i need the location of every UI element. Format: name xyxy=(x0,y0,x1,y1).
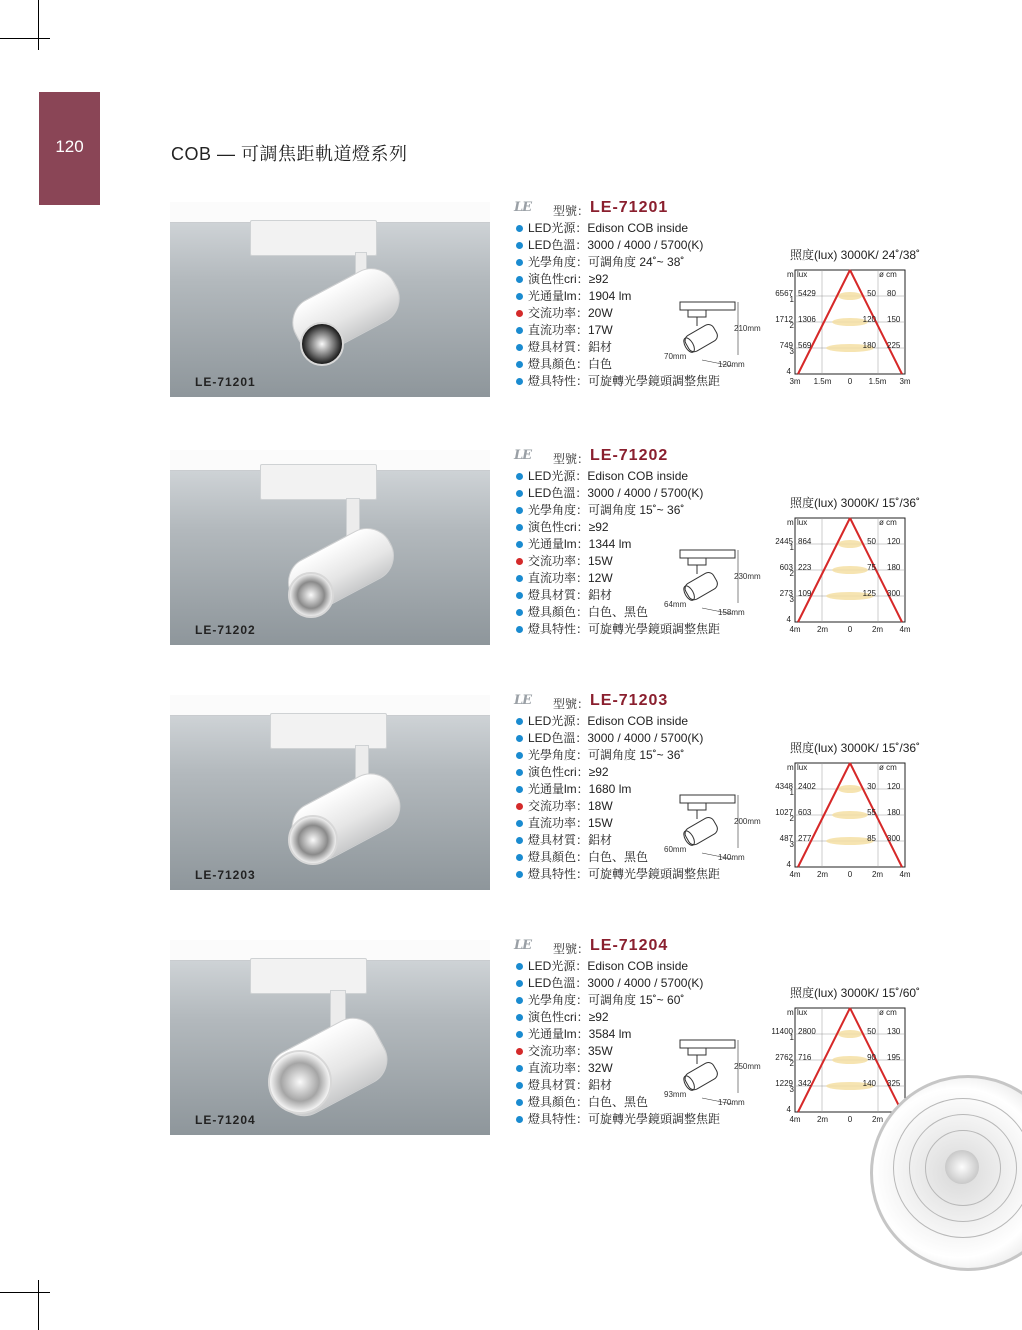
spec-text: LED色溫：3000 / 4000 / 5700(K) xyxy=(528,238,704,252)
x-tick-label: 2m xyxy=(816,1115,829,1124)
dot-icon xyxy=(516,871,523,878)
model-number: LE-71201 xyxy=(590,199,669,216)
y-tick-label: 3 xyxy=(789,347,794,356)
model-number: LE-71204 xyxy=(590,937,669,954)
product-photo xyxy=(170,940,490,1135)
le-logo-icon: LE xyxy=(514,448,532,463)
spec-text: 燈具顏色：白色、黑色 xyxy=(528,1095,649,1109)
dia-narrow-value: 140 xyxy=(862,1079,876,1088)
spec-feature xyxy=(512,1111,772,1128)
dot-icon xyxy=(516,786,523,793)
lamp-lens xyxy=(268,1050,332,1114)
dot-icon xyxy=(516,837,523,844)
dia-wide-value: 120 xyxy=(887,537,901,546)
lamp-lens xyxy=(288,572,334,618)
dot-icon xyxy=(516,820,523,827)
dot-icon xyxy=(516,310,523,317)
track-adapter xyxy=(270,713,387,749)
model-number: LE-71202 xyxy=(590,447,669,464)
dot-icon xyxy=(516,980,523,987)
dot-icon xyxy=(516,1065,523,1072)
lux-narrow-value: 2800 xyxy=(798,1027,816,1036)
lux-wide-value: 487 xyxy=(779,834,793,843)
dot-icon xyxy=(516,507,523,514)
dot-icon xyxy=(516,609,523,616)
spec-text: 演色性cri：≥92 xyxy=(528,520,609,534)
y-tick-label: 3 xyxy=(789,595,794,604)
dimension-width: 93mm xyxy=(664,1090,687,1099)
dia-wide-value: 180 xyxy=(887,808,901,817)
spec-text: 直流功率：12W xyxy=(528,571,613,585)
dot-icon xyxy=(516,854,523,861)
dia-wide-value: 195 xyxy=(887,1053,901,1062)
light-spot xyxy=(838,1030,862,1038)
spec-feature xyxy=(512,866,772,883)
lux-wide-value: 603 xyxy=(779,563,793,572)
dot-icon xyxy=(516,259,523,266)
model-number: LE-71203 xyxy=(590,692,669,709)
chart-title: 照度(lux) 3000K/ 24˚/38˚ xyxy=(790,248,921,262)
dia-wide-value: 130 xyxy=(887,1027,901,1036)
le-logo-icon: LE xyxy=(514,693,532,708)
spec-text: 交流功率：15W xyxy=(528,554,613,568)
dia-narrow-value: 50 xyxy=(867,289,876,298)
illuminance-diagram xyxy=(770,755,940,885)
dot-icon xyxy=(516,1082,523,1089)
dot-icon xyxy=(516,225,523,232)
dia-wide-value: 300 xyxy=(887,834,901,843)
le-logo-icon: LE xyxy=(514,200,532,215)
spec-feature xyxy=(512,621,772,638)
dot-icon xyxy=(516,1048,523,1055)
col-lux-label: lux xyxy=(797,518,808,527)
spec-text: LED色溫：3000 / 4000 / 5700(K) xyxy=(528,731,704,745)
dia-narrow-value: 30 xyxy=(867,782,876,791)
x-tick-label: 0 xyxy=(847,625,853,634)
dimension-width: 70mm xyxy=(664,352,687,361)
x-tick-label: 2m xyxy=(871,625,884,634)
spec-cri xyxy=(512,271,772,288)
lux-wide-value: 1027 xyxy=(775,808,793,817)
photo-caption: LE-71204 xyxy=(195,1113,256,1127)
x-tick-label: 3m xyxy=(899,377,911,386)
lux-wide-value: 1229 xyxy=(775,1079,793,1088)
x-tick-label: 2m xyxy=(871,870,884,879)
dia-wide-value: 120 xyxy=(887,782,901,791)
photo-caption: LE-71203 xyxy=(195,868,256,882)
spec-text: 直流功率：17W xyxy=(528,323,613,337)
spec-text: 光學角度：可調角度 24˚~ 38˚ xyxy=(528,255,685,269)
y-tick-label: 4 xyxy=(786,615,791,624)
lux-narrow-value: 342 xyxy=(798,1079,812,1088)
y-tick-label: 1 xyxy=(789,543,794,552)
spec-text: 燈具特性：可旋轉光學鏡頭調整焦距 xyxy=(528,374,721,388)
y-tick-label: 4 xyxy=(786,367,791,376)
spec-cct xyxy=(512,485,772,502)
dimension-height: 210mm xyxy=(734,324,761,333)
x-tick-label: 4m xyxy=(899,870,911,879)
dia-narrow-value: 180 xyxy=(862,341,876,350)
dot-icon xyxy=(516,490,523,497)
x-tick-label: 0 xyxy=(847,870,853,879)
dia-narrow-value: 50 xyxy=(867,1027,876,1036)
crop-mark xyxy=(38,0,39,50)
spec-angle xyxy=(512,747,772,764)
chart-title: 照度(lux) 3000K/ 15˚/36˚ xyxy=(790,496,921,510)
spec-text: 燈具顏色：白色 xyxy=(528,357,613,371)
chart-title: 照度(lux) 3000K/ 15˚/60˚ xyxy=(790,986,921,1000)
spec-text: 演色性cri：≥92 xyxy=(528,272,609,286)
dia-wide-value: 180 xyxy=(887,563,901,572)
spec-text: 燈具特性：可旋轉光學鏡頭調整焦距 xyxy=(528,622,721,636)
y-tick-label: m xyxy=(787,518,794,527)
spec-text: 光學角度：可調角度 15˚~ 60˚ xyxy=(528,993,685,1007)
x-tick-label: 4m xyxy=(789,1115,801,1124)
x-tick-label: 4m xyxy=(789,625,801,634)
dot-icon xyxy=(516,1116,523,1123)
lux-wide-value: 2445 xyxy=(775,537,793,546)
chart-title: 照度(lux) 3000K/ 15˚/36˚ xyxy=(790,741,921,755)
dot-icon xyxy=(516,626,523,633)
y-tick-label: 1 xyxy=(789,1033,794,1042)
product-photo xyxy=(170,450,490,645)
y-tick-label: 4 xyxy=(786,1105,791,1114)
dimension-height: 250mm xyxy=(734,1062,761,1071)
lux-narrow-value: 716 xyxy=(798,1053,812,1062)
dimension-drawing xyxy=(660,300,770,370)
spec-text: 燈具顏色：白色、黑色 xyxy=(528,850,649,864)
spec-source xyxy=(512,958,772,975)
dimension-drawing xyxy=(660,793,770,863)
dot-icon xyxy=(516,963,523,970)
dia-narrow-value: 125 xyxy=(862,589,876,598)
x-tick-label: 2m xyxy=(816,625,829,634)
col-lux-label: lux xyxy=(797,270,808,279)
spec-cct xyxy=(512,730,772,747)
dot-icon xyxy=(516,558,523,565)
dimension-length: 140mm xyxy=(718,853,745,862)
spec-text: 燈具特性：可旋轉光學鏡頭調整焦距 xyxy=(528,1112,721,1126)
model-line xyxy=(512,692,772,713)
spec-feature xyxy=(512,373,772,390)
x-tick-label: 1.5m xyxy=(868,377,887,386)
crop-mark xyxy=(38,1280,39,1330)
product-photo xyxy=(170,202,490,397)
spec-text: 燈具材質：鋁材 xyxy=(528,340,613,354)
spec-text: 光通量lm：1680 lm xyxy=(528,782,632,796)
illuminance-chart xyxy=(770,695,940,890)
dot-icon xyxy=(516,276,523,283)
x-tick-label: 2m xyxy=(816,870,829,879)
spec-cct xyxy=(512,237,772,254)
light-spot xyxy=(832,1056,868,1064)
lux-narrow-value: 569 xyxy=(798,341,812,350)
y-tick-label: 2 xyxy=(789,321,794,330)
lux-wide-value: 6567 xyxy=(775,289,793,298)
x-tick-label: 0 xyxy=(847,1115,853,1124)
lux-narrow-value: 603 xyxy=(798,808,812,817)
product-section xyxy=(0,692,1022,895)
lux-wide-value: 4348 xyxy=(775,782,793,791)
dot-icon xyxy=(516,378,523,385)
spec-text: LED光源：Edison COB inside xyxy=(528,714,689,728)
track-adapter xyxy=(250,220,377,256)
dia-narrow-value: 120 xyxy=(862,315,876,324)
dimension-drawing xyxy=(660,548,770,618)
lux-narrow-value: 109 xyxy=(798,589,812,598)
spec-text: 燈具材質：鋁材 xyxy=(528,1078,613,1092)
spec-text: 燈具材質：鋁材 xyxy=(528,833,613,847)
spec-angle xyxy=(512,502,772,519)
product-section xyxy=(0,937,1022,1140)
dia-wide-value: 80 xyxy=(887,289,896,298)
spec-cri xyxy=(512,1009,772,1026)
illuminance-chart xyxy=(770,202,940,397)
dot-icon xyxy=(516,327,523,334)
spec-text: 燈具顏色：白色、黑色 xyxy=(528,605,649,619)
col-lux-label: lux xyxy=(797,763,808,772)
spec-source xyxy=(512,220,772,237)
y-tick-label: 2 xyxy=(789,814,794,823)
col-dia-label: ø cm xyxy=(879,763,897,772)
spec-text: 演色性cri：≥92 xyxy=(528,765,609,779)
y-tick-label: 4 xyxy=(786,860,791,869)
light-spot xyxy=(838,785,862,793)
lux-wide-value: 1712 xyxy=(775,315,793,324)
lux-narrow-value: 277 xyxy=(798,834,812,843)
y-tick-label: m xyxy=(787,1008,794,1017)
page-number: 120 xyxy=(55,137,84,156)
series-title: COB — 可調焦距軌道燈系列 xyxy=(171,144,408,164)
x-tick-label: 0 xyxy=(847,377,853,386)
col-dia-label: ø cm xyxy=(879,1008,897,1017)
dot-icon xyxy=(516,361,523,368)
lux-wide-value: 11400 xyxy=(771,1027,793,1036)
dimension-length: 120mm xyxy=(718,360,745,369)
lux-wide-value: 273 xyxy=(779,589,793,598)
x-tick-label: 1.5m xyxy=(813,377,832,386)
spec-text: LED光源：Edison COB inside xyxy=(528,469,689,483)
y-tick-label: m xyxy=(787,763,794,772)
dot-icon xyxy=(516,473,523,480)
spec-cct xyxy=(512,975,772,992)
photo-caption: LE-71201 xyxy=(195,375,256,389)
spec-text: LED光源：Edison COB inside xyxy=(528,959,689,973)
y-tick-label: 1 xyxy=(789,788,794,797)
dot-icon xyxy=(516,592,523,599)
lamp-lens xyxy=(300,322,344,366)
dia-narrow-value: 50 xyxy=(867,537,876,546)
spec-cri xyxy=(512,764,772,781)
x-tick-label: 3m xyxy=(789,377,801,386)
spec-text: 演色性cri：≥92 xyxy=(528,1010,609,1024)
light-spot xyxy=(832,811,868,819)
crop-mark xyxy=(0,38,50,39)
spec-cri xyxy=(512,519,772,536)
dot-icon xyxy=(516,1031,523,1038)
col-dia-label: ø cm xyxy=(879,518,897,527)
product-section xyxy=(0,199,1022,402)
spec-text: 光學角度：可調角度 15˚~ 36˚ xyxy=(528,503,685,517)
y-tick-label: m xyxy=(787,270,794,279)
dia-narrow-value: 55 xyxy=(867,808,876,817)
track-adapter xyxy=(250,958,367,994)
illuminance-chart xyxy=(770,450,940,645)
lux-narrow-value: 1306 xyxy=(798,315,816,324)
illuminance-diagram xyxy=(770,510,940,640)
lamp-lens xyxy=(288,815,338,865)
col-dia-label: ø cm xyxy=(879,270,897,279)
dot-icon xyxy=(516,541,523,548)
lux-narrow-value: 223 xyxy=(798,563,812,572)
model-label: 型號： xyxy=(553,697,590,711)
spec-text: 光通量lm：3584 lm xyxy=(528,1027,632,1041)
model-line xyxy=(512,447,772,468)
lux-narrow-value: 5429 xyxy=(798,289,816,298)
illuminance-diagram xyxy=(770,262,940,392)
spec-text: 燈具材質：鋁材 xyxy=(528,588,613,602)
dia-narrow-value: 90 xyxy=(867,1053,876,1062)
dot-icon xyxy=(516,769,523,776)
col-lux-label: lux xyxy=(797,1008,808,1017)
dimension-length: 158mm xyxy=(718,608,745,617)
dia-wide-value: 300 xyxy=(887,589,901,598)
dimension-width: 60mm xyxy=(664,845,687,854)
dia-wide-value: 150 xyxy=(887,315,901,324)
dia-wide-value: 325 xyxy=(887,1079,901,1088)
light-spot xyxy=(832,566,868,574)
spec-source xyxy=(512,468,772,485)
spec-text: 交流功率：18W xyxy=(528,799,613,813)
y-tick-label: 2 xyxy=(789,569,794,578)
spec-text: 光通量lm：1904 lm xyxy=(528,289,632,303)
dimension-length: 170mm xyxy=(718,1098,745,1107)
spec-source xyxy=(512,713,772,730)
spec-angle xyxy=(512,992,772,1009)
spec-text: 直流功率：32W xyxy=(528,1061,613,1075)
x-tick-label: 2m xyxy=(871,1115,884,1124)
dot-icon xyxy=(516,242,523,249)
dot-icon xyxy=(516,575,523,582)
dia-narrow-value: 75 xyxy=(867,563,876,572)
dot-icon xyxy=(516,997,523,1004)
lux-wide-value: 2762 xyxy=(775,1053,793,1062)
x-tick-label: 4m xyxy=(789,870,801,879)
model-line xyxy=(512,937,772,958)
track-adapter xyxy=(260,464,377,500)
le-logo-icon: LE xyxy=(514,938,532,953)
spec-angle xyxy=(512,254,772,271)
page-tab xyxy=(39,92,100,205)
product-section xyxy=(0,447,1022,650)
model-line xyxy=(512,199,772,220)
y-tick-label: 3 xyxy=(789,840,794,849)
dot-icon xyxy=(516,344,523,351)
dot-icon xyxy=(516,803,523,810)
spec-text: 交流功率：20W xyxy=(528,306,613,320)
model-label: 型號： xyxy=(553,204,590,218)
lux-narrow-value: 2402 xyxy=(798,782,816,791)
dimension-height: 230mm xyxy=(734,572,761,581)
dia-wide-value: 225 xyxy=(887,341,901,350)
spec-text: 光通量lm：1344 lm xyxy=(528,537,632,551)
spec-text: LED光源：Edison COB inside xyxy=(528,221,689,235)
model-label: 型號： xyxy=(553,452,590,466)
spec-text: LED色溫：3000 / 4000 / 5700(K) xyxy=(528,976,704,990)
dot-icon xyxy=(516,1014,523,1021)
model-label: 型號： xyxy=(553,942,590,956)
y-tick-label: 2 xyxy=(789,1059,794,1068)
dimension-height: 200mm xyxy=(734,817,761,826)
dimension-drawing xyxy=(660,1038,770,1108)
photo-caption: LE-71202 xyxy=(195,623,256,637)
dimension-width: 64mm xyxy=(664,600,687,609)
dot-icon xyxy=(516,735,523,742)
dot-icon xyxy=(516,718,523,725)
lux-narrow-value: 864 xyxy=(798,537,812,546)
spec-text: 交流功率：35W xyxy=(528,1044,613,1058)
y-tick-label: 3 xyxy=(789,1085,794,1094)
spec-text: 直流功率：15W xyxy=(528,816,613,830)
light-spot xyxy=(838,540,862,548)
spec-text: 光學角度：可調角度 15˚~ 36˚ xyxy=(528,748,685,762)
dot-icon xyxy=(516,293,523,300)
y-tick-label: 1 xyxy=(789,295,794,304)
spec-text: LED色溫：3000 / 4000 / 5700(K) xyxy=(528,486,704,500)
crop-mark xyxy=(0,1292,50,1293)
dot-icon xyxy=(516,1099,523,1106)
product-photo xyxy=(170,695,490,890)
dia-narrow-value: 85 xyxy=(867,834,876,843)
dot-icon xyxy=(516,524,523,531)
spec-text: 燈具特性：可旋轉光學鏡頭調整焦距 xyxy=(528,867,721,881)
dot-icon xyxy=(516,752,523,759)
x-tick-label: 4m xyxy=(899,625,911,634)
light-spot xyxy=(838,292,862,300)
lux-wide-value: 749 xyxy=(779,341,793,350)
